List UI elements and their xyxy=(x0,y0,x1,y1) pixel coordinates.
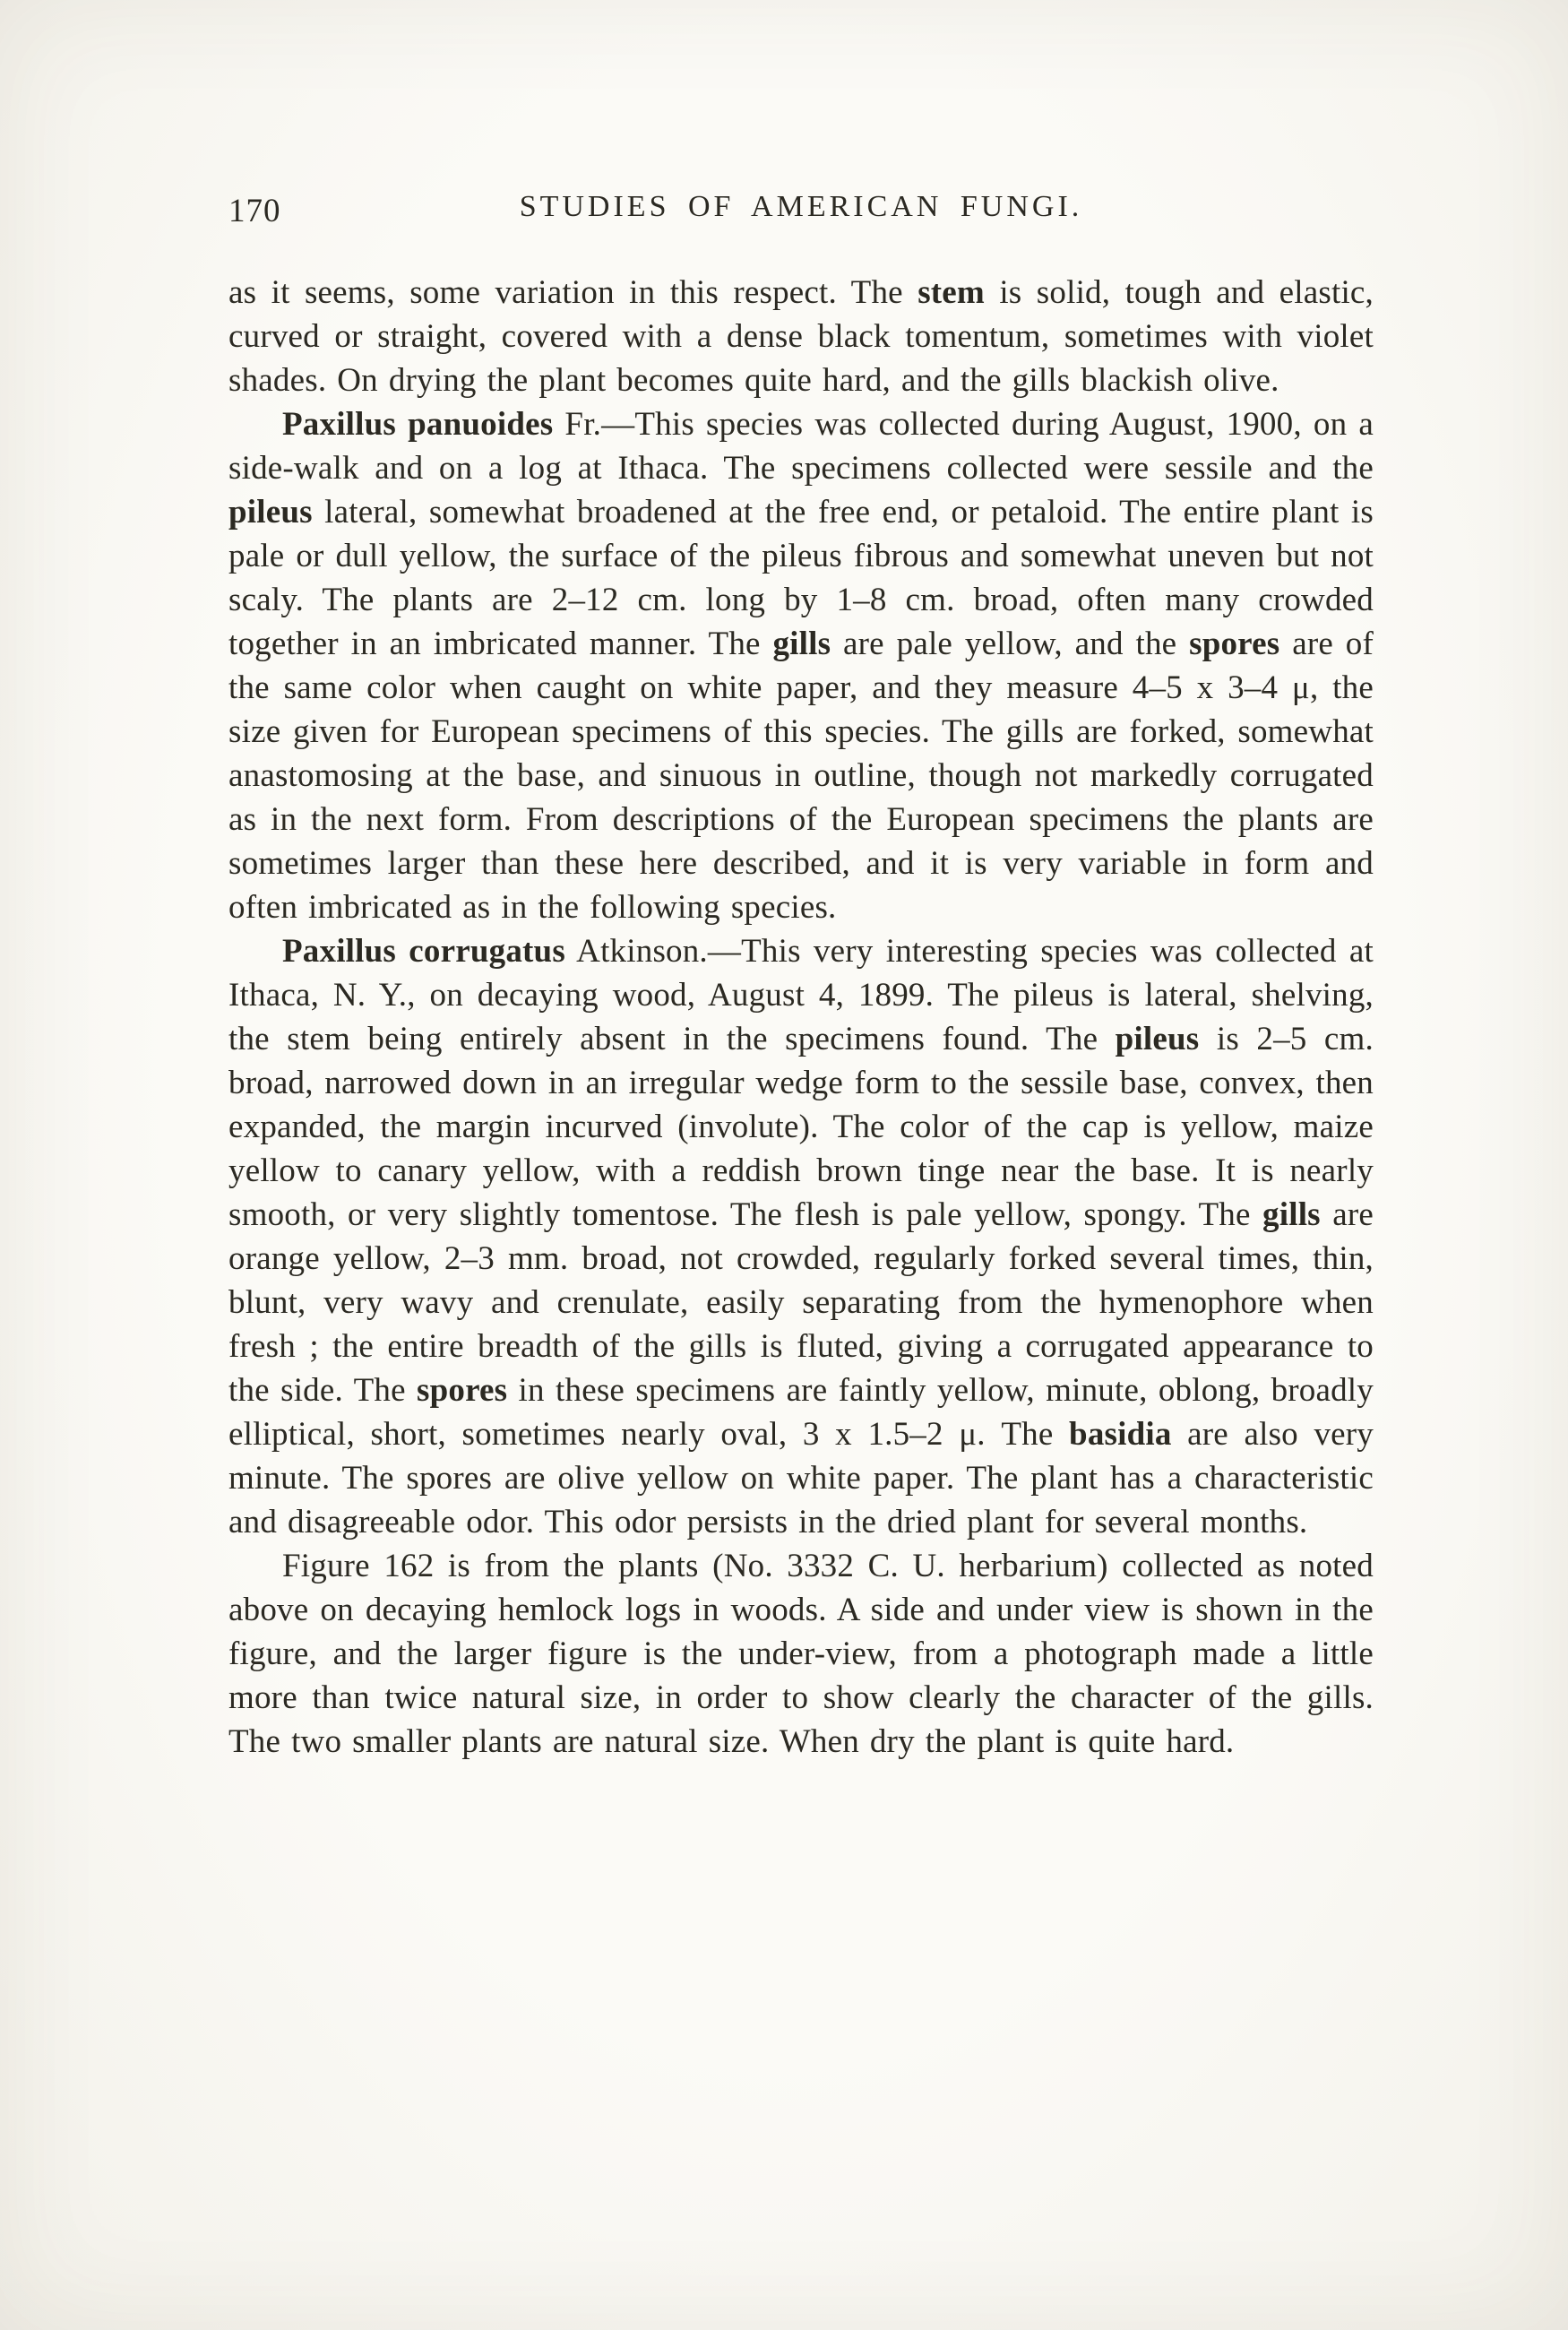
paragraph: Paxillus corrugatus Atkinson.—This very interesting species was collected at Ithaca, N. Y., on decaying wood, August 4, 1899. The pileus is lateral, shelving, the stem being entirely absent in the specimens found. The pileus is 2–5 cm. broad, narrowed down in an irregular wedge form to the sessile base, convex, then expanded, the margin incurved (involute). The color of the cap is yellow, maize yellow to canary yellow, with a reddish brown tinge near the base. It is nearly smooth, or very slightly tomentose. The flesh is pale yellow, spongy. The gills are orange yellow, 2–3 mm. broad, not crowded, regularly forked several times, thin, blunt, very wavy and crenulate, easily separating from the hymenophore when fresh ; the entire breadth of the gills is fluted, giving a corrugated appearance to the side. The spores in these specimens are faintly yellow, minute, oblong, broadly elliptical, short, sometimes nearly oval, 3 x 1.5–2 μ. The basidia are also very minute. The spores are olive yellow on white paper. The plant has a characteristic and disagreeable odor. This odor persists in the dried plant for several months. xyxy=(228,933,1374,1540)
page-number: 170 xyxy=(228,193,281,229)
bold-term: spores xyxy=(417,1372,508,1409)
bold-term: basidia xyxy=(1069,1416,1172,1453)
paragraph: Figure 162 is from the plants (No. 3332 C. U. herbarium) collected as noted above on decaying hemlock logs in woods. A side and under view is shown in the figure, and the larger figure is the under-view, from a photograph made a little more than twice natural size, in order to show clearly the character of the gills. The two smaller plants are natural size. When dry the plant is quite hard. xyxy=(228,1548,1374,1760)
bold-term: stem xyxy=(918,274,985,311)
bold-term: gills xyxy=(1262,1196,1321,1233)
paragraph: Paxillus panuoides Fr.—This species was collected during August, 1900, on a side-walk and on a log at Ithaca. The specimens collected were sessile and the pileus lateral, somewhat broadened at the free end, or petaloid. The entire plant is pale or dull yellow, the surface of the pileus fibrous and somewhat uneven but not scaly. The plants are 2–12 cm. long by 1–8 cm. broad, often many crowded together in an imbricated manner. The gills are pale yellow, and the spores are of the same color when caught on white paper, and they measure 4–5 x 3–4 μ, the size given for European specimens of this species. The gills are forked, somewhat anastomosing at the base, and sinuous in outline, though not markedly corrugated as in the next form. From descriptions of the European specimens the plants are sometimes larger than these here described, and it is very variable in form and often imbricated as in the following species. xyxy=(228,406,1374,926)
bold-term: spores xyxy=(1189,626,1280,662)
paragraph: as it seems, some variation in this respect. The stem is solid, tough and elastic, curved or straight, covered with a dense black tomentum, sometimes with violet shades. On drying the plant becomes quite hard, and the gills blackish olive. xyxy=(228,274,1374,399)
bold-term: Paxillus corrugatus xyxy=(282,933,565,970)
running-header xyxy=(228,190,1374,229)
bold-term: gills xyxy=(772,626,831,662)
text-block xyxy=(228,271,1374,1764)
bold-term: pileus xyxy=(228,494,313,531)
header-title: STUDIES OF AMERICAN FUNGI. xyxy=(519,190,1083,223)
bold-term: pileus xyxy=(1115,1021,1200,1057)
bold-term: Paxillus panuoides xyxy=(282,406,554,443)
